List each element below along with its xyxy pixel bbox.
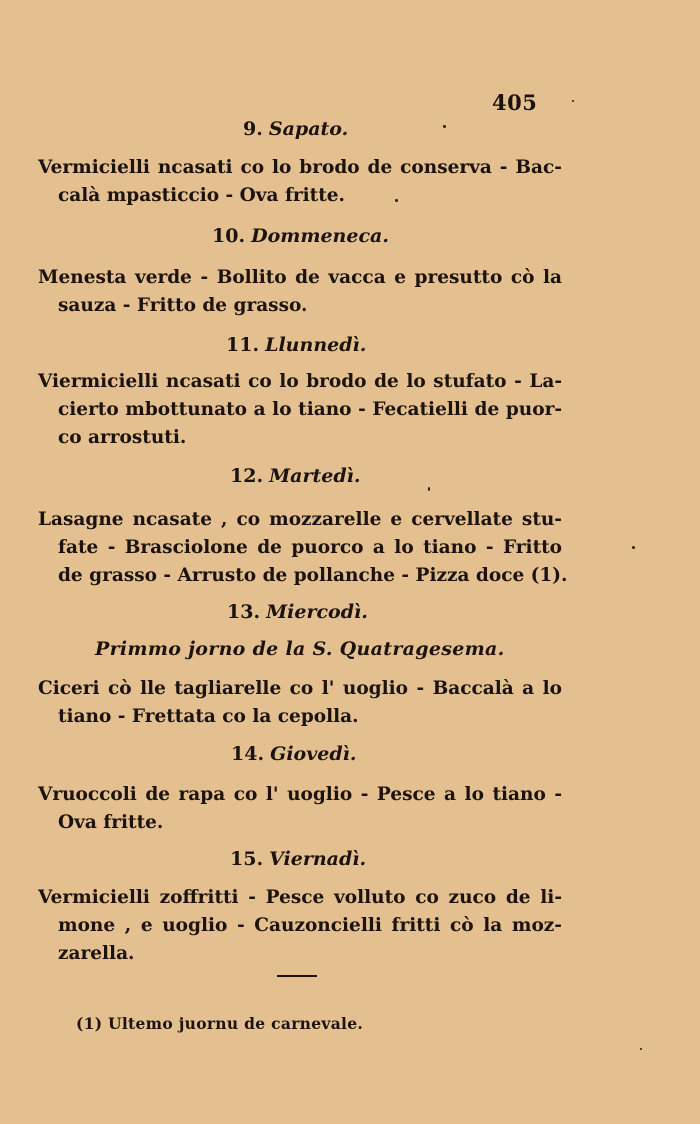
menu-line: Lasagne ncasate , co mozzarelle e cervellate stu- [38,509,562,530]
section-subtitle: Primmo jorno de la S. Quatragesema. [95,638,505,660]
paper-speck [640,1048,642,1050]
paper-speck [395,199,398,202]
entry-heading [231,743,356,765]
day-name: Miercodì. [266,601,368,623]
menu-line: de grasso - Arrusto de pollanche - Pizza doce (1). [58,565,568,586]
menu-line: zarella. [58,943,135,964]
paper-speck [428,487,430,491]
menu-paragraph [38,154,562,210]
menu-line: Ova fritte. [58,812,164,833]
menu-line: Ciceri cò lle tagliarelle co l' uoglio - Baccalà a lo [38,678,562,699]
day-name: Giovedì. [270,743,357,765]
footnote-divider [277,975,317,977]
entry-heading [230,465,360,487]
entry-number: 15. [230,848,264,870]
menu-line: Menesta verde - Bollito de vacca e presutto cò la [38,267,562,288]
footnote: (1) Ultemo juornu de carnevale. [76,1014,364,1033]
entry-number: 9. [243,118,263,140]
menu-line: Vermicielli zoffritti - Pesce volluto co zuco de li- [38,887,562,908]
menu-line: Vruoccoli de rapa co l' uoglio - Pesce a lo tiano - [38,784,562,805]
paper-speck [632,546,635,549]
menu-paragraph [38,506,568,590]
paper-speck [572,100,574,102]
entry-heading [212,225,389,247]
menu-paragraph [38,884,562,968]
day-name: Llunnedì. [265,334,367,356]
menu-line: Viermicielli ncasati co lo brodo de lo stufato - La- [38,371,562,392]
menu-line: Vermicielli ncasati co lo brodo de conserva - Bac- [38,157,562,178]
menu-paragraph [38,368,562,452]
menu-line: cierto mbottunato a lo tiano - Fecatielli de puor- [58,399,562,420]
entry-heading [243,118,348,140]
entry-number: 12. [230,465,264,487]
menu-line: calà mpasticcio - Ova fritte. [58,185,345,206]
entry-number: 13. [227,601,261,623]
day-name: Viernadì. [269,848,367,870]
day-name: Martedì. [269,465,361,487]
day-name: Dommeneca. [251,225,389,247]
entry-heading [227,601,368,623]
page-number: 405 [492,90,538,115]
entry-heading [230,848,366,870]
paper-speck [443,125,446,128]
day-name: Sapato. [268,118,349,140]
entry-heading [226,334,366,356]
menu-line: fate - Brasciolone de puorco a lo tiano - Fritto [58,537,562,558]
menu-line: co arrostuti. [58,427,187,448]
menu-line: sauza - Fritto de grasso. [58,295,308,316]
menu-paragraph [38,781,562,837]
menu-line: mone , e uoglio - Cauzoncielli fritti cò la moz- [58,915,562,936]
menu-line: tiano - Frettata co la cepolla. [58,706,359,727]
entry-number: 14. [231,743,265,765]
menu-paragraph [38,264,562,320]
entry-number: 11. [226,334,260,356]
entry-number: 10. [212,225,246,247]
menu-paragraph [38,675,562,731]
